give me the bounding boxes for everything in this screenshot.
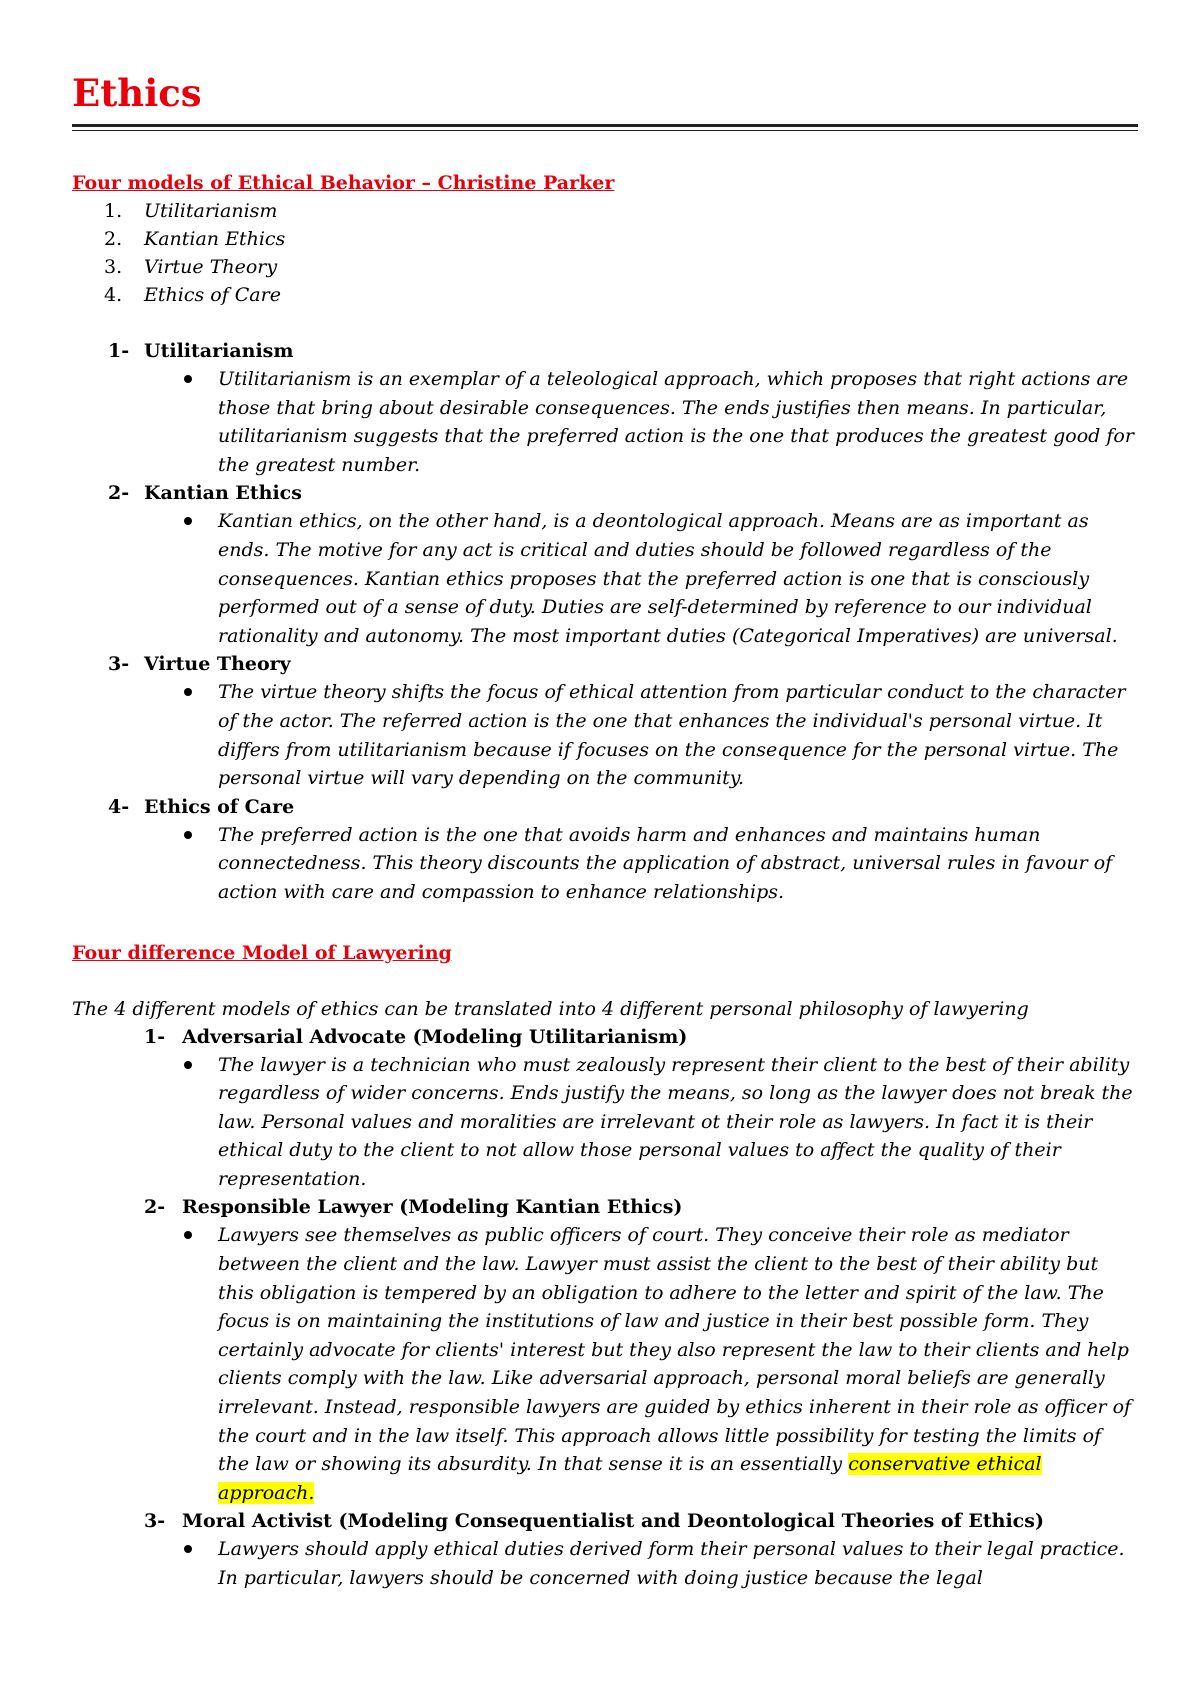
- model-ethics-of-care: [72, 793, 1138, 907]
- section-heading-lawyering-models: Four difference Model of Lawyering: [72, 941, 452, 964]
- bullet-icon: [184, 1061, 192, 1069]
- document-title: Ethics: [72, 71, 202, 115]
- bullet-item: The preferred action is the one that avoids harm and enhances and maintains human connectedness. This theory discounts the application of abstract, universal rules in favour of action with care and compassion to enhance relationships.: [72, 821, 1138, 907]
- bullet-icon: [184, 517, 192, 525]
- ethical-models-detail: [72, 337, 1138, 907]
- bullet-item: The lawyer is a technician who must zealously represent their client to the best of their ability regardless of wider concerns. Ends justify the means, so long as the lawyer does not break the law. Personal values and moralities are irrelevant ot their role as lawyers. In fact it is their ethical duty to the client to not allow those personal values to affect the quality of their representation.: [72, 1051, 1138, 1194]
- section-heading-ethical-models: Four models of Ethical Behavior – Christine Parker: [72, 172, 615, 194]
- model-kantian-ethics: [72, 479, 1138, 650]
- highlighted-text: conservative ethical approach.: [218, 1453, 1042, 1504]
- model-moral-activist: [72, 1507, 1138, 1592]
- bullet-icon: [184, 831, 192, 839]
- model-title: 2 - Responsible Lawyer (Modeling Kantian Ethics): [72, 1193, 1138, 1221]
- bullet-item: Lawyers should apply ethical duties derived form their personal values to their legal practice. In particular, lawyers should be concerned with doing justice because the legal: [72, 1535, 1138, 1592]
- title-rule: [72, 124, 1138, 131]
- list-item: 2 . Kantian Ethics: [72, 225, 1138, 253]
- model-title: 1 - Adversarial Advocate (Modeling Utilitarianism): [72, 1023, 1138, 1051]
- bullet-item: Utilitarianism is an exemplar of a teleological approach, which proposes that right actions are those that bring about desirable consequences. The ends justifies then means. In particular, utilitarianism suggests that the preferred action is the one that produces the greatest good for the greatest number.: [72, 365, 1138, 479]
- lawyering-intro: The 4 different models of ethics can be translated into 4 different personal philosophy of lawyering: [72, 997, 1029, 1020]
- model-responsible-lawyer: [72, 1193, 1138, 1507]
- document-page: [72, 70, 1138, 1593]
- ethical-models-list: [72, 197, 1138, 309]
- bullet-icon: [184, 688, 192, 696]
- bullet-item: Lawyers see themselves as public officers of court. They conceive their role as mediator between the client and the law. Lawyer must assist the client to the best of their ability but this obligation is tempered by an obligation to adhere to the letter and spirit of the law. The focus is on maintaining the institutions of law and justice in their best possible form. They certainly advocate for clients' interest but they also represent the law to their clients and help clients comply with the law. Like adversarial approach, personal moral beliefs are generally irrelevant. Instead, responsible lawyers are guided by ethics inherent in their role as officer of the court and in the law itself. This approach allows little possibility for testing the limits of the law or showing its absurdity. In that sense it is an essentially conservative ethical approach.: [72, 1221, 1138, 1507]
- model-title: 3 - Virtue Theory: [72, 650, 1138, 678]
- model-virtue-theory: [72, 650, 1138, 792]
- lawyering-models-detail: [72, 1023, 1138, 1593]
- model-title: 2 - Kantian Ethics: [72, 479, 1138, 507]
- model-adversarial-advocate: [72, 1023, 1138, 1194]
- list-item: 4 . Ethics of Care: [72, 281, 1138, 309]
- list-item: 3 . Virtue Theory: [72, 253, 1138, 281]
- model-title: 1 - Utilitarianism: [72, 337, 1138, 365]
- bullet-icon: [184, 1545, 192, 1553]
- bullet-item: The virtue theory shifts the focus of ethical attention from particular conduct to the character of the actor. The referred action is the one that enhances the individual's personal virtue. It differs from utilitarianism because if focuses on the consequence for the personal virtue. The personal virtue will vary depending on the community.: [72, 678, 1138, 792]
- bullet-icon: [184, 1231, 192, 1239]
- model-utilitarianism: [72, 337, 1138, 479]
- model-title: 4 - Ethics of Care: [72, 793, 1138, 821]
- list-item: 1 . Utilitarianism: [72, 197, 1138, 225]
- bullet-icon: [184, 375, 192, 383]
- bullet-item: Kantian ethics, on the other hand, is a deontological approach. Means are as important as ends. The motive for any act is critical and duties should be followed regardless of the consequences. Kantian ethics proposes that the preferred action is one that is consciously performed out of a sense of duty. Duties are self-determined by reference to our individual rationality and autonomy. The most important duties (Categorical Imperatives) are universal.: [72, 507, 1138, 650]
- model-title: 3 - Moral Activist (Modeling Consequentialist and Deontological Theories of Ethics): [72, 1507, 1138, 1535]
